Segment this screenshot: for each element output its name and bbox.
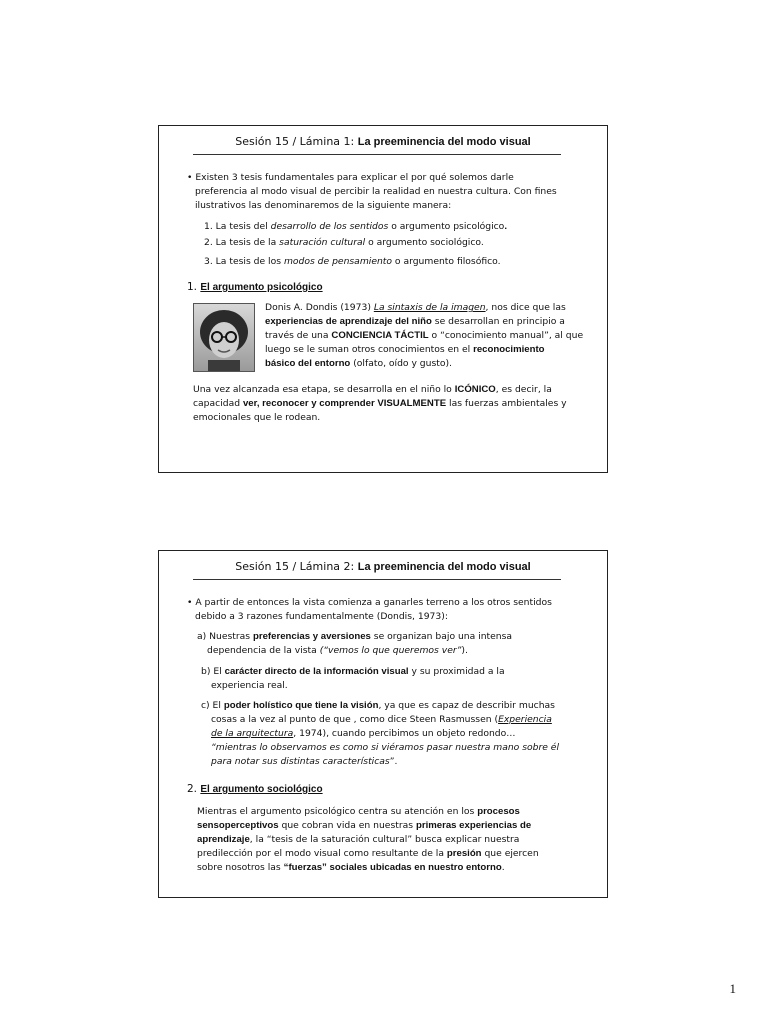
title-rule: [193, 579, 561, 580]
section-heading: 2. El argumento sociológico: [187, 783, 323, 795]
title-bold: La preeminencia del modo visual: [357, 136, 531, 148]
slide-title: [159, 560, 607, 573]
slide-2: [158, 550, 608, 898]
intro-bullet: [187, 171, 557, 213]
bullet-line: preferencia al modo visual de percibir la realidad en nuestra cultura. Con fines: [195, 186, 557, 197]
reason-c: c) El poder holístico que tiene la visión, ya que es capaz de describir muchas cosas a la vez al punto de que , como dice Steen Rasmussen (Experiencia de la arquitectura, 1974), cuando percibimos un objeto redondo… “mientras lo observamos es como si viéramos pasar nuestra mano sobre él para notar sus distintas características”.: [201, 700, 560, 767]
thesis-item-2: 2. La tesis de la saturación cultural o argumento sociológico.: [204, 237, 484, 248]
title-rule: [193, 154, 561, 155]
section-heading: 1. El argumento psicológico: [187, 281, 323, 293]
bullet-line: • Existen 3 tesis fundamentales para explicar el por qué solemos darle: [187, 172, 514, 183]
bullet-line: ilustrativos las denominaremos de la siguiente manera:: [195, 200, 452, 211]
title-bold: La preeminencia del modo visual: [357, 561, 531, 573]
title-prefix: Sesión 15 / Lámina 1:: [235, 135, 358, 148]
intro-bullet: • A partir de entonces la vista comienza a ganarles terreno a los otros sentidos debido a 3 razones fundamentalmente (Dondis, 1973):: [187, 597, 552, 622]
iconic-paragraph: Una vez alcanzada esa etapa, se desarrolla en el niño lo ICÓNICO, es decir, la capacidad ver, reconocer y comprender VISUALMENTE las fuerzas ambientales y emocionales que le rodean.: [193, 384, 567, 423]
thesis-item-3: 3. La tesis de los modos de pensamiento o argumento filosófico.: [204, 256, 501, 267]
portrait-photo: [193, 303, 255, 372]
reason-a: a) Nuestras preferencias y aversiones se organizan bajo una intensa dependencia de la vista (“vemos lo que queremos ver”).: [197, 631, 513, 656]
sociological-paragraph: Mientras el argumento psicológico centra su atención en los procesos sensoperceptivos que cobran vida en nuestras primeras experiencias de aprendizaje, la “tesis de la saturación cultural” busca explicar nuestra predilección por el modo visual como resultante de la presión que ejercen sobre nosotros las “fuerzas” sociales ubicadas en nuestro entorno.: [197, 806, 539, 873]
reason-b: b) El carácter directo de la información visual y su proximidad a la experiencia real.: [201, 666, 505, 691]
slide-1: [158, 125, 608, 473]
dondis-paragraph: Donis A. Dondis (1973) La sintaxis de la imagen, nos dice que las experiencias de aprendizaje del niño se desarrollan en principio a través de una CONCIENCIA TÁCTIL o “conocimiento manual”, al que luego se le suman otros conocimientos en el reconocimiento básico del entorno (olfato, oído y gusto).: [265, 302, 584, 369]
thesis-item-1: 1. La tesis del desarrollo de los sentidos o argumento psicológico.: [204, 221, 507, 232]
title-prefix: Sesión 15 / Lámina 2:: [235, 560, 358, 573]
slide-title: [159, 135, 607, 148]
page-number: 1: [729, 981, 736, 996]
